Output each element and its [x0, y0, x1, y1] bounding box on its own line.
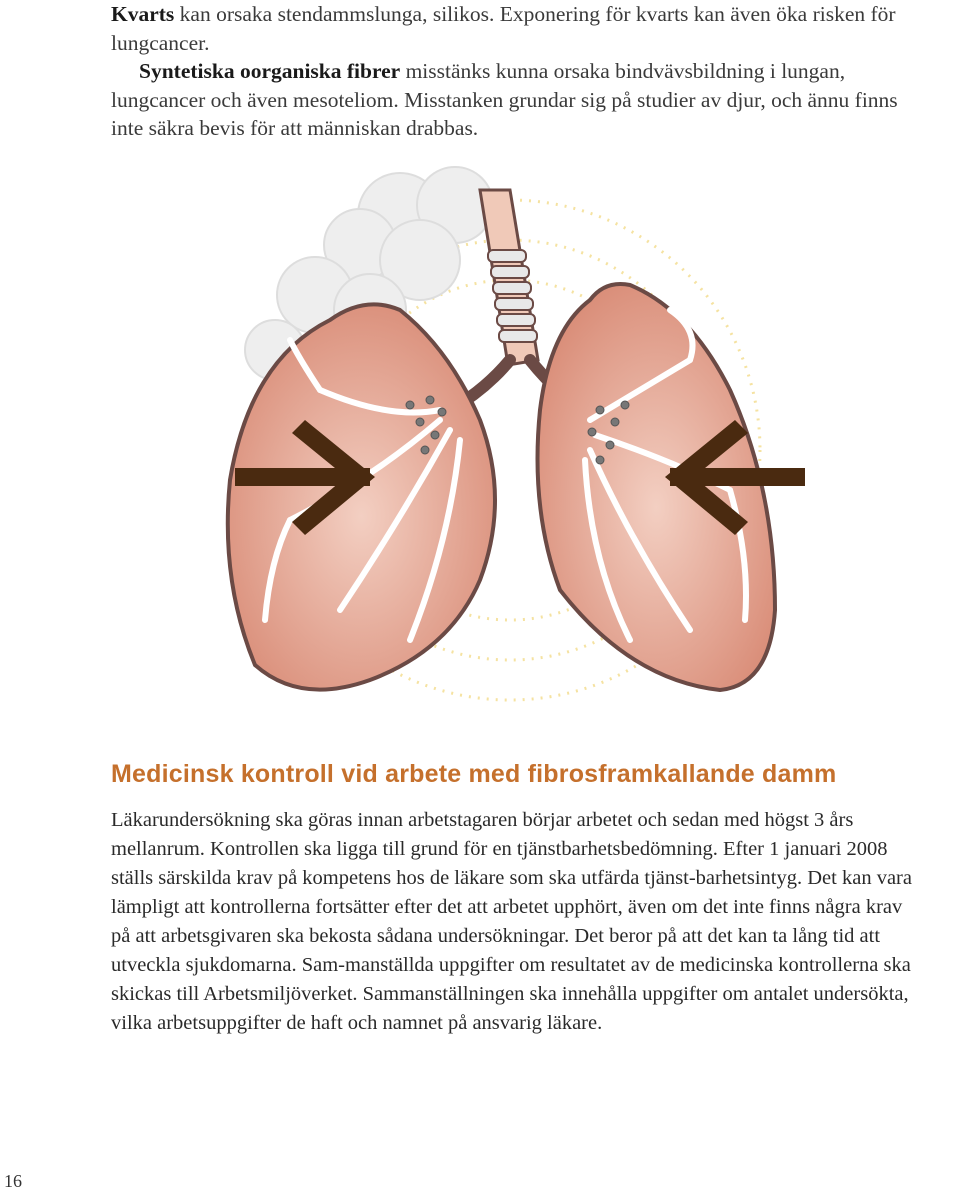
term-fibrer: Syntetiska oorganiska fibrer [139, 59, 401, 83]
intro-paragraph-fibrer [111, 57, 921, 143]
fibrer-description: misstänks kunna orsaka bindvävsbildning i lungan, lungcancer och även mesoteliom. Misstanken grundar sig på studier av djur, och ännu finns inte säkra bevis för att människan drabbas. [111, 59, 898, 140]
lungs-illustration [70, 160, 950, 720]
section-heading: Medicinsk kontroll vid arbete med fibrosframkallande damm [111, 760, 837, 788]
section-body: Läkarundersökning ska göras innan arbetstagaren börjar arbetet och sedan med högst 3 års mellanrum. Kontrollen ska ligga till grund för en tjänstbarhetsbedömning. Efter 1 januari 2008 ställs särskilda krav på kompetens hos de läkare som ska utfärda tjänst-barhetsintyg. Det kan vara lämpligt att kontrollerna fortsätter efter det att arbetet upphört, även om det inte finns några krav på att arbetsgivaren ska bekosta sådana undersökningar. Det beror på att det kan ta lång tid att utveckla sjukdomarna. Sam-manställda uppgifter om resultatet av de medicinska kontrollerna ska skickas till Arbetsmiljöverket. Sammanställningen ska innehålla uppgifter om antalet undersökta, vilka arbetsuppgifter de haft och namnet på ansvarig läkare. [111, 809, 912, 1034]
right-lung-icon [538, 284, 776, 690]
kvarts-description: kan orsaka stendammslunga, silikos. Exponering för kvarts kan även öka risken för lungcancer. [111, 2, 896, 55]
intro-text [111, 0, 921, 143]
page-number: 16 [4, 1171, 22, 1191]
term-kvarts: Kvarts [111, 2, 175, 26]
intro-paragraph-kvarts [111, 0, 921, 57]
